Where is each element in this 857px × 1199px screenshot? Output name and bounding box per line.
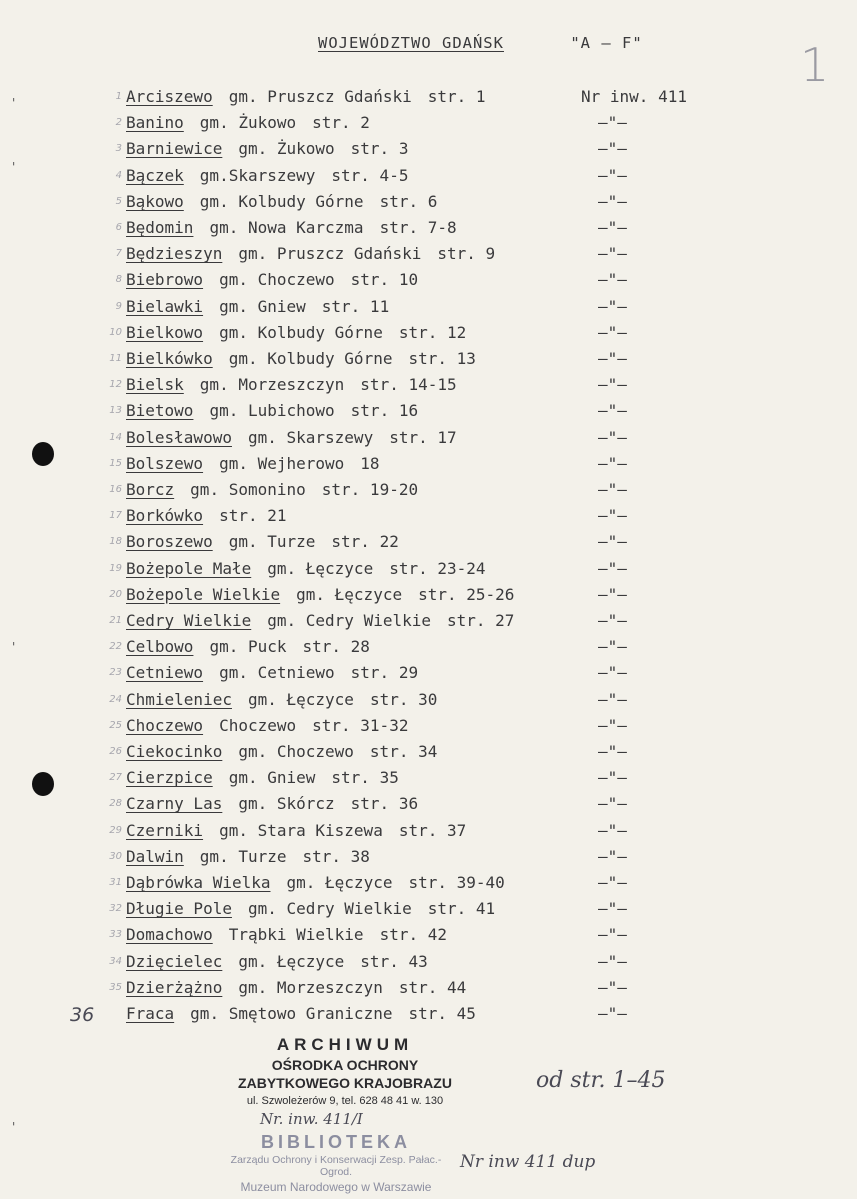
ditto-mark: –"– xyxy=(598,899,627,919)
locality-name: Czerniki xyxy=(126,820,204,840)
entry-index: 33 xyxy=(109,929,122,941)
locality-name: Bąkowo xyxy=(126,191,184,211)
page-reference: str. 38 xyxy=(302,846,370,866)
entry-text xyxy=(126,323,466,342)
locality-name: Dąbrówka Wielka xyxy=(126,873,271,892)
page-reference: str. 16 xyxy=(350,401,419,421)
list-item xyxy=(0,270,857,292)
entry-index: 6 xyxy=(115,222,122,233)
page-reference: str. 17 xyxy=(389,427,457,447)
page-reference: str. 11 xyxy=(321,296,390,316)
commune-name: gm. Kolbudy Górne xyxy=(228,349,393,368)
commune-name: gm. Cetniewo xyxy=(219,663,335,683)
locality-name: Chmieleniec xyxy=(126,689,232,709)
locality-name: Cetniewo xyxy=(126,663,204,683)
locality-name: Barniewice xyxy=(126,139,223,159)
library-stamp-line: Zarządu Ochrony i Konserwacji Zesp. Pałac.-Ogrod. xyxy=(230,1154,442,1178)
entry-text xyxy=(126,297,389,316)
commune-name: gm. Gniew xyxy=(219,296,306,316)
commune-name: gm. Cedry Wielkie xyxy=(247,899,412,919)
page-reference: 18 xyxy=(360,453,380,473)
entry-text xyxy=(126,925,447,944)
list-item xyxy=(0,244,857,266)
commune-name: gm. Morzeszczyn xyxy=(238,977,383,997)
voivodeship-title: WOJEWÓDZTWO GDAŃSK xyxy=(318,34,504,52)
commune-name: gm. Lubichowo xyxy=(209,401,335,421)
ditto-mark: –"– xyxy=(598,401,627,421)
entry-text xyxy=(126,768,399,787)
list-item xyxy=(0,611,857,633)
inventory-number: Nr inw. 411 xyxy=(581,87,687,106)
page-reference: str. 34 xyxy=(369,742,438,761)
page-reference: str. 19-20 xyxy=(321,480,419,499)
commune-name: gm. Łęczyce xyxy=(286,873,393,892)
locality-name: Banino xyxy=(126,113,184,133)
entry-index: 29 xyxy=(109,824,122,836)
locality-name: Bączek xyxy=(126,165,184,185)
entry-index: 32 xyxy=(109,903,122,915)
entry-index: 3 xyxy=(115,143,122,155)
entry-text xyxy=(126,480,418,499)
commune-name: gm. Pruszcz Gdański xyxy=(238,244,422,264)
stamp-line: OŚRODKA OCHRONY xyxy=(271,1057,419,1073)
entry-text xyxy=(126,349,476,368)
commune-name: gm. Żukowo xyxy=(199,113,297,133)
entry-text xyxy=(126,139,408,158)
list-item xyxy=(0,349,857,371)
list-item xyxy=(0,506,857,528)
entry-index: 13 xyxy=(109,405,122,417)
commune-name: gm. Turze xyxy=(199,846,287,866)
list-item xyxy=(0,401,857,423)
page-reference: str. 39-40 xyxy=(408,873,505,892)
locality-name: Długie Pole xyxy=(126,899,232,919)
list-item xyxy=(0,375,857,397)
ditto-mark: –"– xyxy=(598,977,627,997)
entry-text xyxy=(126,192,437,211)
page-reference: str. 14-15 xyxy=(360,375,457,395)
entry-index: 5 xyxy=(115,195,122,207)
list-item xyxy=(0,297,857,319)
locality-name: Borcz xyxy=(126,480,175,499)
locality-name: Ciekocinko xyxy=(126,742,223,761)
ditto-mark: –"– xyxy=(598,663,627,683)
locality-name: Celbowo xyxy=(126,637,194,657)
locality-name: Bietowo xyxy=(126,401,194,421)
ditto-mark: –"– xyxy=(598,951,627,971)
document-header xyxy=(318,34,643,52)
library-stamp-line: Muzeum Narodowego w Warszawie xyxy=(240,1180,432,1194)
commune-name: gm. Puck xyxy=(209,637,287,657)
entry-index: 4 xyxy=(115,169,122,181)
entry-text xyxy=(126,794,418,813)
list-item xyxy=(0,637,857,659)
page-reference: str. 4-5 xyxy=(331,165,409,185)
margin-mark: ' xyxy=(12,1120,16,1134)
list-item xyxy=(0,847,857,869)
commune-name: gm.Skarszewy xyxy=(199,165,316,185)
commune-name: gm. Skarszewy xyxy=(247,427,374,447)
margin-mark: ' xyxy=(12,96,16,110)
entry-text xyxy=(126,663,418,682)
entry-index: 27 xyxy=(109,772,122,784)
entry-index: 30 xyxy=(109,850,122,862)
ditto-mark: –"– xyxy=(598,1004,627,1023)
list-item xyxy=(0,454,857,476)
list-item xyxy=(0,794,857,816)
handwritten-bottom-note: Nr inw 411 dup xyxy=(460,1152,596,1172)
entry-index: 19 xyxy=(109,562,122,574)
entry-index: 9 xyxy=(115,300,122,312)
ditto-mark: –"– xyxy=(598,925,627,945)
commune-name: gm. Cedry Wielkie xyxy=(267,611,431,630)
stamp-address: ul. Szwoleżerów 9, tel. 628 48 41 w. 130 xyxy=(246,1095,444,1107)
entry-index: 12 xyxy=(109,379,122,391)
punch-hole xyxy=(32,442,54,466)
entry-index: 22 xyxy=(109,641,122,653)
list-item xyxy=(0,192,857,214)
ditto-mark: –"– xyxy=(598,165,627,185)
ditto-mark: –"– xyxy=(598,689,627,709)
ditto-mark: –"– xyxy=(598,139,627,159)
commune-name: gm. Gniew xyxy=(228,768,316,788)
page-reference: str. 36 xyxy=(350,794,419,814)
page-reference: str. 37 xyxy=(398,820,467,840)
ditto-mark: –"– xyxy=(598,113,627,133)
page-reference: str. 31-32 xyxy=(312,715,409,735)
list-item xyxy=(0,1004,857,1026)
handwritten-range-note: od str. 1–45 xyxy=(536,1068,666,1093)
page-reference: str. 27 xyxy=(447,611,515,630)
list-item xyxy=(0,428,857,450)
page-reference: str. 9 xyxy=(437,244,496,264)
entry-text xyxy=(126,1004,476,1023)
page-reference: str. 7-8 xyxy=(379,218,457,237)
entry-index: 21 xyxy=(109,615,122,626)
entry-index: 20 xyxy=(109,588,122,600)
entry-index: 10 xyxy=(109,326,122,338)
ditto-mark: –"– xyxy=(598,270,627,290)
locality-name: Arciszewo xyxy=(126,87,213,106)
list-item xyxy=(0,87,857,109)
list-item xyxy=(0,166,857,188)
entry-text xyxy=(126,611,514,630)
list-item xyxy=(0,925,857,947)
page-reference: str. 42 xyxy=(379,925,447,945)
page-reference: str. 44 xyxy=(398,977,467,997)
entry-text xyxy=(126,401,418,420)
commune-name: gm. Choczewo xyxy=(219,270,335,290)
locality-name: Bolesławowo xyxy=(126,427,232,447)
stamp-line: ARCHIWUM xyxy=(276,1035,414,1054)
page-number-handwritten: 1 xyxy=(800,38,830,92)
commune-name: gm. Pruszcz Gdański xyxy=(228,87,412,106)
entry-index: 23 xyxy=(109,667,122,679)
entry-text xyxy=(126,952,428,971)
entry-text xyxy=(126,585,514,604)
entry-text xyxy=(126,873,505,892)
ditto-mark: –"– xyxy=(598,532,627,552)
ditto-mark: –"– xyxy=(598,584,627,604)
entry-index: 7 xyxy=(115,248,122,260)
entry-text xyxy=(126,742,437,761)
list-item xyxy=(0,532,857,554)
list-item xyxy=(0,663,857,685)
commune-name: Trąbki Wielkie xyxy=(228,925,364,945)
list-item xyxy=(0,113,857,135)
locality-name: Bielkowo xyxy=(126,322,204,342)
entry-text xyxy=(126,899,495,918)
list-item xyxy=(0,585,857,607)
list-item xyxy=(0,952,857,974)
library-stamp-title: BIBLIOTEKA xyxy=(261,1132,411,1152)
entry-text xyxy=(126,166,408,185)
list-item xyxy=(0,873,857,895)
list-item xyxy=(0,480,857,502)
locality-name: Bielsk xyxy=(126,375,184,395)
entry-text xyxy=(126,244,495,263)
commune-name: gm. Skórcz xyxy=(238,794,335,814)
commune-name: gm. Łęczyce xyxy=(247,689,354,709)
ditto-mark: –"– xyxy=(598,611,627,630)
commune-name: Choczewo xyxy=(219,715,297,735)
margin-mark: ' xyxy=(12,160,16,174)
commune-name: gm. Łęczyce xyxy=(296,584,403,604)
page-reference: str. 45 xyxy=(408,1004,476,1023)
entry-index: 28 xyxy=(109,798,122,810)
commune-name: gm. Somonino xyxy=(190,480,306,499)
locality-name: Fraca xyxy=(126,1004,175,1023)
ditto-mark: –"– xyxy=(598,873,627,892)
locality-name: Bielkówko xyxy=(126,349,213,368)
commune-name: gm. Turze xyxy=(228,532,316,552)
page-reference: str. 25-26 xyxy=(418,584,515,604)
commune-name: gm. Nowa Karczma xyxy=(209,218,364,237)
page-reference: str. 28 xyxy=(302,637,370,657)
locality-name: Choczewo xyxy=(126,715,204,735)
entry-index: 24 xyxy=(109,693,122,705)
locality-name: Bolszewo xyxy=(126,453,204,473)
entry-text xyxy=(126,506,287,525)
commune-name: gm. Stara Kiszewa xyxy=(219,820,383,840)
ditto-mark: –"– xyxy=(598,322,627,342)
page-reference: str. 29 xyxy=(350,663,419,683)
entry-index: 1 xyxy=(115,91,122,102)
locality-name: Bożepole Małe xyxy=(126,558,252,578)
commune-name: gm. Smętowo Graniczne xyxy=(190,1004,393,1023)
entry-text xyxy=(126,690,437,709)
page-reference: str. 23-24 xyxy=(389,558,486,578)
commune-name: gm. Wejherowo xyxy=(219,453,345,473)
locality-name: Bielawki xyxy=(126,296,204,316)
commune-name: gm. Choczewo xyxy=(238,742,354,761)
locality-name: Dzięcielec xyxy=(126,951,223,971)
ditto-mark: –"– xyxy=(598,637,627,657)
list-item xyxy=(0,768,857,790)
handwritten-inventory-note: Nr. inw. 411/I xyxy=(260,1110,363,1128)
page-reference: str. 6 xyxy=(379,191,438,211)
ditto-mark: –"– xyxy=(598,453,627,473)
commune-name: gm. Kolbudy Górne xyxy=(219,322,383,342)
page-reference: str. 43 xyxy=(360,951,428,971)
list-item xyxy=(0,559,857,581)
entry-text xyxy=(126,218,457,237)
list-item xyxy=(0,218,857,240)
entry-text xyxy=(126,716,408,735)
punch-hole xyxy=(32,772,54,796)
page-reference: str. 22 xyxy=(331,532,399,552)
entry-index: 15 xyxy=(109,457,122,469)
locality-name: Będzieszyn xyxy=(126,244,223,264)
list-item xyxy=(0,899,857,921)
page-reference: str. 2 xyxy=(312,113,370,133)
page-reference: str. 12 xyxy=(398,322,467,342)
entry-text xyxy=(126,532,399,551)
entry-index: 17 xyxy=(109,510,122,522)
entry-index: 2 xyxy=(115,117,122,129)
entry-text xyxy=(126,87,486,106)
ditto-mark: –"– xyxy=(598,768,627,788)
locality-name: Cedry Wielkie xyxy=(126,611,252,630)
entry-index: 35 xyxy=(109,981,122,993)
locality-name: Borkówko xyxy=(126,506,204,526)
entry-index: 26 xyxy=(109,746,122,757)
page-reference: str. 10 xyxy=(350,270,419,290)
stamp-line: ZABYTKOWEGO KRAJOBRAZU xyxy=(238,1075,452,1091)
ditto-mark: –"– xyxy=(598,715,627,735)
entry-index: 34 xyxy=(109,955,122,967)
entry-text xyxy=(126,559,486,578)
locality-name: Czarny Las xyxy=(126,794,223,814)
ditto-mark: –"– xyxy=(598,296,627,316)
ditto-mark: –"– xyxy=(598,558,627,578)
ditto-mark: –"– xyxy=(598,191,627,211)
ditto-mark: –"– xyxy=(598,742,627,761)
page-reference: str. 1 xyxy=(427,87,486,106)
commune-name: gm. Morzeszczyn xyxy=(199,375,345,395)
list-item xyxy=(0,139,857,161)
page-reference: str. 35 xyxy=(331,768,399,788)
list-item xyxy=(0,690,857,712)
list-item xyxy=(0,742,857,764)
locality-name: Boroszewo xyxy=(126,532,213,552)
entry-text xyxy=(126,270,418,289)
entry-text xyxy=(126,113,370,132)
ditto-mark: –"– xyxy=(598,480,627,499)
ditto-mark: –"– xyxy=(598,820,627,840)
entry-text xyxy=(126,637,370,656)
page-reference: str. 21 xyxy=(219,506,287,526)
archive-stamp xyxy=(220,1035,470,1107)
page-reference: str. 30 xyxy=(369,689,438,709)
ditto-mark: –"– xyxy=(598,218,627,237)
entry-text xyxy=(126,428,457,447)
entry-index: 11 xyxy=(109,353,122,364)
entry-text xyxy=(126,978,466,997)
ditto-mark: –"– xyxy=(598,375,627,395)
locality-name: Bożepole Wielkie xyxy=(126,584,281,604)
page-reference: str. 41 xyxy=(427,899,496,919)
locality-name: Dzierżążno xyxy=(126,977,223,997)
list-item xyxy=(0,978,857,1000)
locality-name: Cierzpice xyxy=(126,768,213,788)
entry-index: 25 xyxy=(109,719,122,731)
commune-name: gm. Kolbudy Górne xyxy=(199,191,364,211)
entry-text xyxy=(126,454,380,473)
entry-text xyxy=(126,375,457,394)
ditto-mark: –"– xyxy=(598,349,627,368)
ditto-mark: –"– xyxy=(598,244,627,264)
entry-text xyxy=(126,847,370,866)
page-reference: str. 3 xyxy=(350,139,409,159)
locality-name: Biebrowo xyxy=(126,270,204,290)
commune-name: gm. Żukowo xyxy=(238,139,335,159)
entry-index: 14 xyxy=(109,431,122,443)
list-item xyxy=(0,323,857,345)
ditto-mark: –"– xyxy=(598,846,627,866)
entry-index: 18 xyxy=(109,536,122,548)
handwritten-last-index: 36 xyxy=(70,1004,95,1026)
list-item xyxy=(0,716,857,738)
locality-name: Będomin xyxy=(126,218,194,237)
page-reference: str. 13 xyxy=(408,349,476,368)
locality-name: Domachowo xyxy=(126,925,213,945)
locality-name: Dalwin xyxy=(126,846,184,866)
commune-name: gm. Łęczyce xyxy=(238,951,345,971)
letter-range: "A – F" xyxy=(570,34,643,52)
list-item xyxy=(0,821,857,843)
ditto-mark: –"– xyxy=(598,506,627,526)
ditto-mark: –"– xyxy=(598,794,627,814)
ditto-mark: –"– xyxy=(598,427,627,447)
library-stamp xyxy=(226,1132,446,1194)
entry-index: 31 xyxy=(109,877,122,888)
entry-text xyxy=(126,821,466,840)
entry-index: 16 xyxy=(109,484,122,495)
commune-name: gm. Łęczyce xyxy=(267,558,374,578)
entry-index: 8 xyxy=(115,274,122,286)
margin-mark: ' xyxy=(12,640,16,654)
